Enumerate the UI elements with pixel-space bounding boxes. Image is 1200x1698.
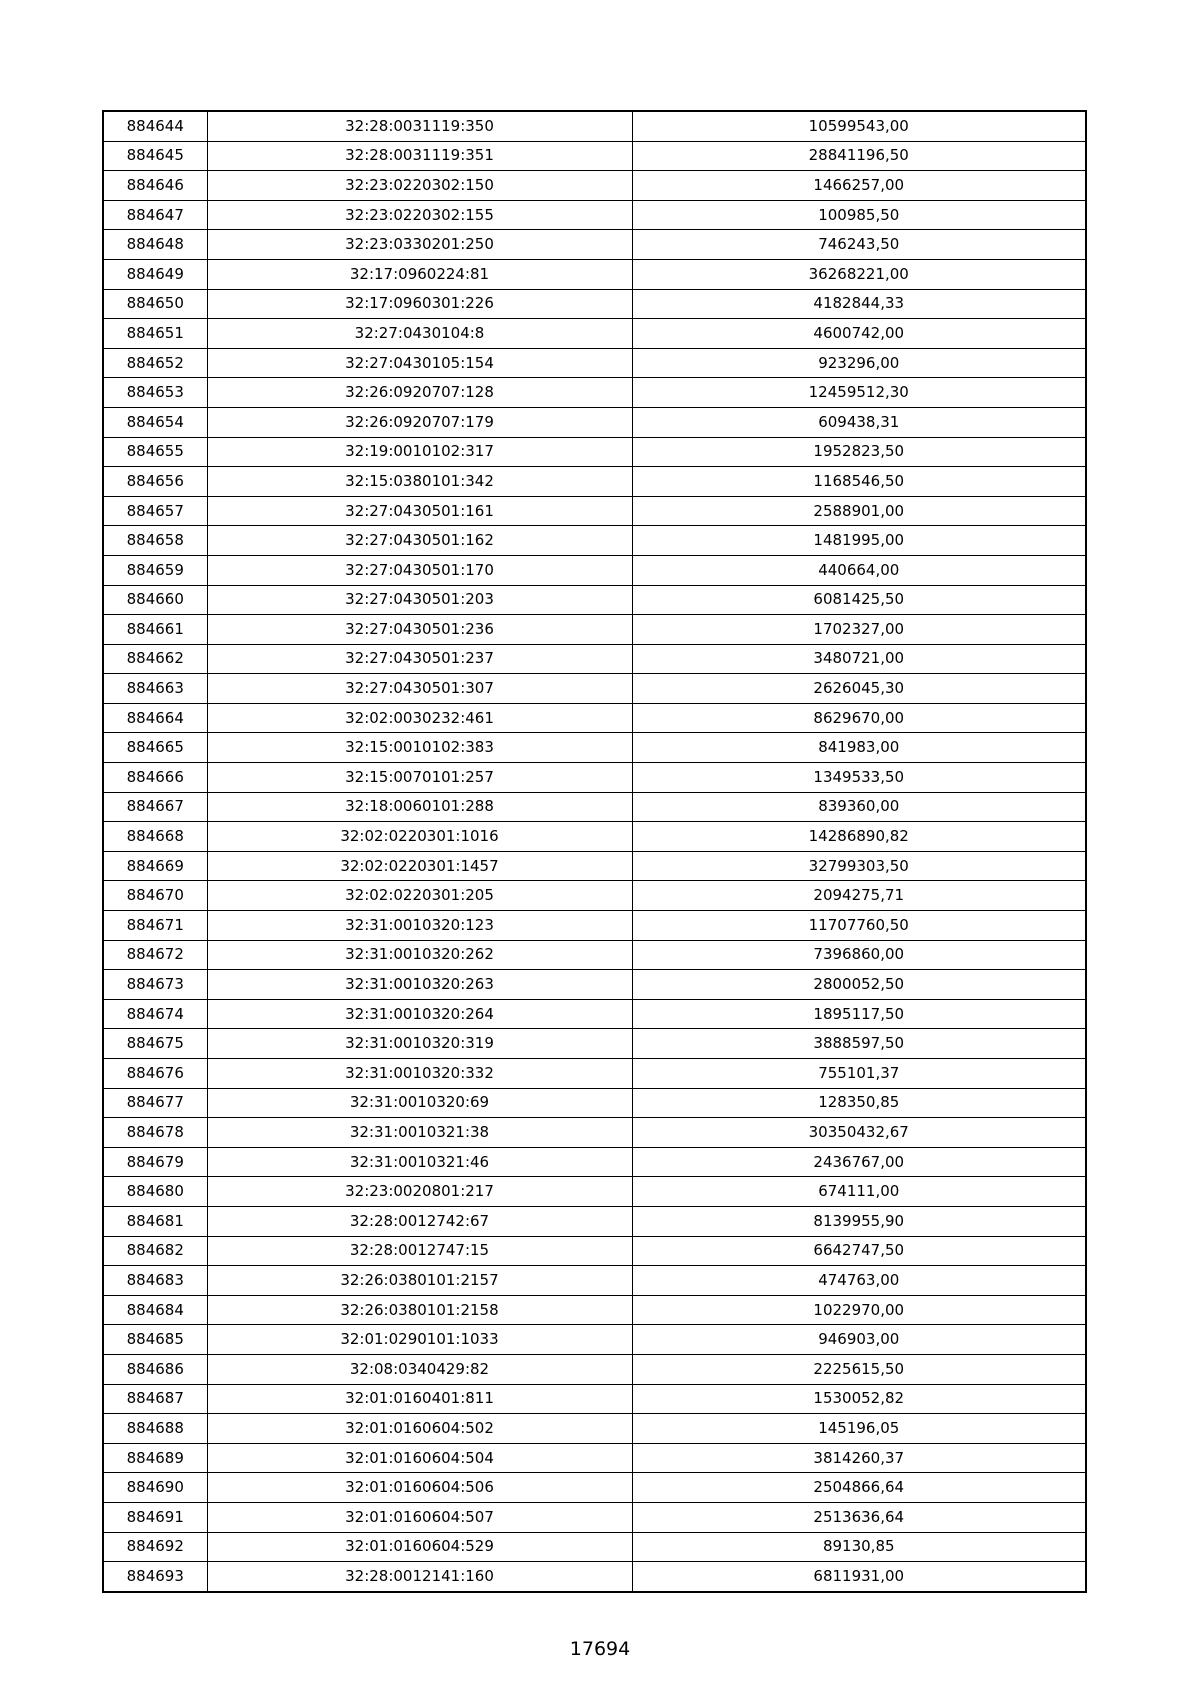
cadastral-value-cell: 4600742,00 (632, 319, 1086, 349)
row-number-cell: 884647 (103, 200, 207, 230)
table-row (103, 319, 1086, 349)
cadastral-number-cell: 32:08:0340429:82 (207, 1354, 632, 1384)
cadastral-value-cell: 2588901,00 (632, 496, 1086, 526)
table-body (103, 111, 1086, 1592)
table-row (103, 1443, 1086, 1473)
cadastral-value-cell: 2800052,50 (632, 970, 1086, 1000)
cadastral-value-cell: 1895117,50 (632, 999, 1086, 1029)
row-number-cell: 884664 (103, 703, 207, 733)
cadastral-value-cell: 6642747,50 (632, 1236, 1086, 1266)
table-row (103, 1295, 1086, 1325)
cadastral-value-cell: 89130,85 (632, 1532, 1086, 1562)
row-number-cell: 884693 (103, 1562, 207, 1592)
cadastral-value-cell: 2504866,64 (632, 1473, 1086, 1503)
cadastral-value-cell: 128350,85 (632, 1088, 1086, 1118)
cadastral-number-cell: 32:26:0380101:2157 (207, 1266, 632, 1296)
cadastral-number-cell: 32:27:0430501:170 (207, 555, 632, 585)
cadastral-value-cell: 6811931,00 (632, 1562, 1086, 1592)
row-number-cell: 884689 (103, 1443, 207, 1473)
cadastral-number-cell: 32:27:0430501:237 (207, 644, 632, 674)
table-row (103, 378, 1086, 408)
table-row (103, 1177, 1086, 1207)
table-row (103, 792, 1086, 822)
table-row (103, 171, 1086, 201)
cadastral-value-cell: 2626045,30 (632, 674, 1086, 704)
cadastral-value-cell: 609438,31 (632, 407, 1086, 437)
row-number-cell: 884665 (103, 733, 207, 763)
cadastral-number-cell: 32:15:0070101:257 (207, 763, 632, 793)
row-number-cell: 884652 (103, 348, 207, 378)
row-number-cell: 884644 (103, 111, 207, 141)
table-row (103, 999, 1086, 1029)
table-row (103, 1502, 1086, 1532)
table-row (103, 437, 1086, 467)
table-row (103, 289, 1086, 319)
row-number-cell: 884656 (103, 467, 207, 497)
row-number-cell: 884669 (103, 851, 207, 881)
row-number-cell: 884688 (103, 1414, 207, 1444)
cadastral-value-cell: 746243,50 (632, 230, 1086, 260)
cadastral-value-cell: 100985,50 (632, 200, 1086, 230)
row-number-cell: 884681 (103, 1206, 207, 1236)
table-row (103, 822, 1086, 852)
cadastral-value-cell: 36268221,00 (632, 259, 1086, 289)
cadastral-value-cell: 6081425,50 (632, 585, 1086, 615)
cadastral-number-cell: 32:19:0010102:317 (207, 437, 632, 467)
row-number-cell: 884660 (103, 585, 207, 615)
cadastral-number-cell: 32:17:0960301:226 (207, 289, 632, 319)
table-row (103, 940, 1086, 970)
cadastral-number-cell: 32:28:0012742:67 (207, 1206, 632, 1236)
cadastral-number-cell: 32:23:0020801:217 (207, 1177, 632, 1207)
table-row (103, 141, 1086, 171)
row-number-cell: 884670 (103, 881, 207, 911)
cadastral-value-cell: 1530052,82 (632, 1384, 1086, 1414)
cadastral-number-cell: 32:31:0010320:319 (207, 1029, 632, 1059)
cadastral-number-cell: 32:31:0010320:263 (207, 970, 632, 1000)
cadastral-value-cell: 32799303,50 (632, 851, 1086, 881)
row-number-cell: 884686 (103, 1354, 207, 1384)
table-row (103, 970, 1086, 1000)
table-row (103, 1059, 1086, 1089)
cadastral-value-cell: 1349533,50 (632, 763, 1086, 793)
cadastral-value-cell: 3888597,50 (632, 1029, 1086, 1059)
row-number-cell: 884676 (103, 1059, 207, 1089)
cadastral-value-cell: 1168546,50 (632, 467, 1086, 497)
table-row (103, 1414, 1086, 1444)
cadastral-value-cell: 755101,37 (632, 1059, 1086, 1089)
cadastral-number-cell: 32:27:0430501:203 (207, 585, 632, 615)
cadastral-value-cell: 923296,00 (632, 348, 1086, 378)
row-number-cell: 884687 (103, 1384, 207, 1414)
cadastral-number-cell: 32:27:0430501:236 (207, 615, 632, 645)
cadastral-number-cell: 32:31:0010320:123 (207, 911, 632, 941)
cadastral-value-cell: 1481995,00 (632, 526, 1086, 556)
row-number-cell: 884663 (103, 674, 207, 704)
row-number-cell: 884679 (103, 1147, 207, 1177)
cadastral-number-cell: 32:23:0330201:250 (207, 230, 632, 260)
cadastral-value-cell: 1466257,00 (632, 171, 1086, 201)
table-row (103, 1532, 1086, 1562)
row-number-cell: 884683 (103, 1266, 207, 1296)
row-number-cell: 884645 (103, 141, 207, 171)
row-number-cell: 884675 (103, 1029, 207, 1059)
table-row (103, 1147, 1086, 1177)
row-number-cell: 884672 (103, 940, 207, 970)
cadastral-number-cell: 32:18:0060101:288 (207, 792, 632, 822)
table-row (103, 555, 1086, 585)
row-number-cell: 884668 (103, 822, 207, 852)
cadastral-number-cell: 32:26:0920707:128 (207, 378, 632, 408)
cadastral-number-cell: 32:01:0160604:506 (207, 1473, 632, 1503)
table-row (103, 1354, 1086, 1384)
table-row (103, 467, 1086, 497)
cadastral-number-cell: 32:27:0430104:8 (207, 319, 632, 349)
cadastral-number-cell: 32:15:0380101:342 (207, 467, 632, 497)
cadastral-number-cell: 32:01:0290101:1033 (207, 1325, 632, 1355)
cadastral-number-cell: 32:01:0160604:507 (207, 1502, 632, 1532)
cadastral-number-cell: 32:28:0012141:160 (207, 1562, 632, 1592)
row-number-cell: 884662 (103, 644, 207, 674)
cadastral-value-cell: 8629670,00 (632, 703, 1086, 733)
cadastral-number-cell: 32:26:0380101:2158 (207, 1295, 632, 1325)
cadastral-value-table (102, 110, 1087, 1593)
table-row (103, 763, 1086, 793)
cadastral-value-cell: 2513636,64 (632, 1502, 1086, 1532)
table-row (103, 911, 1086, 941)
cadastral-number-cell: 32:27:0430105:154 (207, 348, 632, 378)
table-row (103, 1325, 1086, 1355)
row-number-cell: 884651 (103, 319, 207, 349)
row-number-cell: 884690 (103, 1473, 207, 1503)
table-row (103, 1473, 1086, 1503)
cadastral-number-cell: 32:31:0010321:38 (207, 1118, 632, 1148)
row-number-cell: 884649 (103, 259, 207, 289)
cadastral-number-cell: 32:01:0160401:811 (207, 1384, 632, 1414)
table-row (103, 1562, 1086, 1592)
table-row (103, 1118, 1086, 1148)
cadastral-number-cell: 32:02:0220301:1016 (207, 822, 632, 852)
row-number-cell: 884677 (103, 1088, 207, 1118)
cadastral-number-cell: 32:01:0160604:504 (207, 1443, 632, 1473)
cadastral-number-cell: 32:27:0430501:307 (207, 674, 632, 704)
cadastral-value-cell: 839360,00 (632, 792, 1086, 822)
table-row (103, 1088, 1086, 1118)
row-number-cell: 884648 (103, 230, 207, 260)
cadastral-number-cell: 32:02:0220301:1457 (207, 851, 632, 881)
table-row (103, 703, 1086, 733)
cadastral-number-cell: 32:31:0010320:262 (207, 940, 632, 970)
cadastral-value-cell: 1022970,00 (632, 1295, 1086, 1325)
cadastral-number-cell: 32:31:0010320:264 (207, 999, 632, 1029)
table-row (103, 348, 1086, 378)
table-row (103, 1384, 1086, 1414)
cadastral-value-cell: 28841196,50 (632, 141, 1086, 171)
cadastral-number-cell: 32:23:0220302:150 (207, 171, 632, 201)
cadastral-number-cell: 32:28:0012747:15 (207, 1236, 632, 1266)
cadastral-value-cell: 474763,00 (632, 1266, 1086, 1296)
cadastral-value-cell: 946903,00 (632, 1325, 1086, 1355)
cadastral-value-cell: 841983,00 (632, 733, 1086, 763)
cadastral-number-cell: 32:26:0920707:179 (207, 407, 632, 437)
cadastral-value-cell: 3814260,37 (632, 1443, 1086, 1473)
row-number-cell: 884685 (103, 1325, 207, 1355)
row-number-cell: 884667 (103, 792, 207, 822)
cadastral-number-cell: 32:17:0960224:81 (207, 259, 632, 289)
cadastral-value-cell: 1702327,00 (632, 615, 1086, 645)
row-number-cell: 884671 (103, 911, 207, 941)
cadastral-value-cell: 11707760,50 (632, 911, 1086, 941)
cadastral-value-cell: 14286890,82 (632, 822, 1086, 852)
cadastral-value-cell: 7396860,00 (632, 940, 1086, 970)
row-number-cell: 884659 (103, 555, 207, 585)
cadastral-number-cell: 32:31:0010320:69 (207, 1088, 632, 1118)
row-number-cell: 884674 (103, 999, 207, 1029)
cadastral-number-cell: 32:27:0430501:162 (207, 526, 632, 556)
cadastral-value-cell: 2225615,50 (632, 1354, 1086, 1384)
cadastral-number-cell: 32:02:0220301:205 (207, 881, 632, 911)
cadastral-number-cell: 32:28:0031119:351 (207, 141, 632, 171)
row-number-cell: 884692 (103, 1532, 207, 1562)
table-row (103, 230, 1086, 260)
row-number-cell: 884691 (103, 1502, 207, 1532)
row-number-cell: 884655 (103, 437, 207, 467)
cadastral-number-cell: 32:01:0160604:502 (207, 1414, 632, 1444)
table-row (103, 1206, 1086, 1236)
cadastral-number-cell: 32:31:0010321:46 (207, 1147, 632, 1177)
table-row (103, 259, 1086, 289)
table-row (103, 733, 1086, 763)
row-number-cell: 884666 (103, 763, 207, 793)
cadastral-number-cell: 32:15:0010102:383 (207, 733, 632, 763)
table-row (103, 1266, 1086, 1296)
cadastral-value-cell: 674111,00 (632, 1177, 1086, 1207)
cadastral-number-cell: 32:28:0031119:350 (207, 111, 632, 141)
cadastral-value-cell: 2094275,71 (632, 881, 1086, 911)
table-row (103, 615, 1086, 645)
cadastral-value-cell: 10599543,00 (632, 111, 1086, 141)
table-row (103, 1029, 1086, 1059)
table-row (103, 585, 1086, 615)
cadastral-value-cell: 1952823,50 (632, 437, 1086, 467)
row-number-cell: 884658 (103, 526, 207, 556)
table-row (103, 526, 1086, 556)
row-number-cell: 884654 (103, 407, 207, 437)
table-row (103, 644, 1086, 674)
row-number-cell: 884684 (103, 1295, 207, 1325)
cadastral-number-cell: 32:01:0160604:529 (207, 1532, 632, 1562)
table-row (103, 407, 1086, 437)
cadastral-value-cell: 12459512,30 (632, 378, 1086, 408)
cadastral-value-cell: 440664,00 (632, 555, 1086, 585)
cadastral-number-cell: 32:31:0010320:332 (207, 1059, 632, 1089)
table-row (103, 200, 1086, 230)
table-row (103, 851, 1086, 881)
cadastral-value-cell: 4182844,33 (632, 289, 1086, 319)
cadastral-number-cell: 32:23:0220302:155 (207, 200, 632, 230)
row-number-cell: 884682 (103, 1236, 207, 1266)
cadastral-value-cell: 30350432,67 (632, 1118, 1086, 1148)
table-row (103, 496, 1086, 526)
row-number-cell: 884661 (103, 615, 207, 645)
page-number: 17694 (569, 1638, 631, 1660)
cadastral-number-cell: 32:02:0030232:461 (207, 703, 632, 733)
table-row (103, 674, 1086, 704)
row-number-cell: 884653 (103, 378, 207, 408)
cadastral-value-cell: 8139955,90 (632, 1206, 1086, 1236)
cadastral-number-cell: 32:27:0430501:161 (207, 496, 632, 526)
row-number-cell: 884657 (103, 496, 207, 526)
row-number-cell: 884646 (103, 171, 207, 201)
row-number-cell: 884673 (103, 970, 207, 1000)
cadastral-value-cell: 3480721,00 (632, 644, 1086, 674)
cadastral-value-cell: 2436767,00 (632, 1147, 1086, 1177)
table-row (103, 111, 1086, 141)
table-row (103, 1236, 1086, 1266)
cadastral-value-cell: 145196,05 (632, 1414, 1086, 1444)
table-row (103, 881, 1086, 911)
row-number-cell: 884650 (103, 289, 207, 319)
row-number-cell: 884680 (103, 1177, 207, 1207)
row-number-cell: 884678 (103, 1118, 207, 1148)
